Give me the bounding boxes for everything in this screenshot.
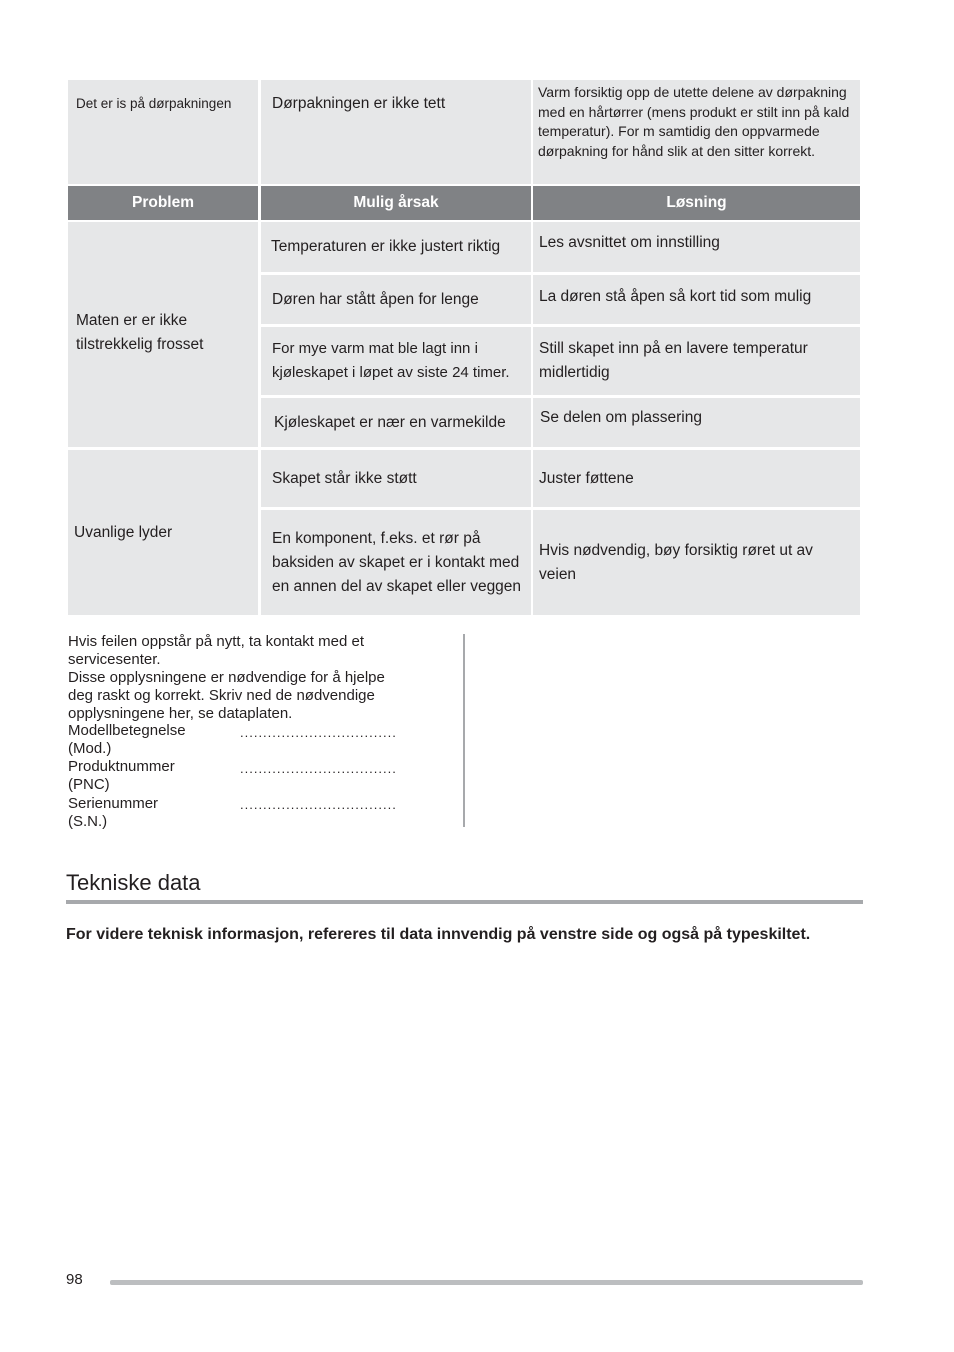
field-model-dots[interactable]: .................................. [240, 725, 397, 740]
top-row-solution [533, 80, 860, 184]
group-1-row-2-cause [261, 275, 531, 324]
header-solution [533, 186, 860, 220]
cell-text: Skapet står ikke støtt [272, 469, 417, 487]
section-divider [66, 900, 863, 904]
info-line-5: opplysningene her, se dataplaten. [68, 705, 293, 722]
field-pnc-dots[interactable]: .................................. [240, 761, 397, 776]
page-number: 98 [66, 1271, 83, 1288]
group-1-problem [68, 222, 258, 447]
group-1-row-4-solution [533, 398, 860, 447]
top-row-solution-text: Varm forsiktig opp de utette delene av dørpakning med en hårtørrer (mens produkt er stilt inn på kald temperatur). For m samtidig den oppvarmede dørpakning for hånd slik at den sitter korrekt. [538, 84, 850, 159]
field-serial-dots[interactable]: .................................. [240, 797, 397, 812]
group-1-row-1-cause [261, 222, 531, 272]
top-row-cause [261, 80, 531, 184]
group-2-problem [68, 450, 258, 615]
field-model-abbr: (Mod.) [68, 740, 112, 757]
cell-text: Døren har stått åpen for lenge [272, 290, 479, 308]
info-line-1: Hvis feilen oppstår på nytt, ta kontakt med et [68, 633, 364, 650]
cell-text: La døren stå åpen så kort tid som mulig [539, 288, 812, 305]
header-solution-label: Løsning [666, 194, 727, 211]
top-row-problem-text: Det er is på dørpakningen [76, 96, 232, 111]
cell-text: Les avsnittet om innstilling [539, 234, 720, 251]
group-2-row-2-cause [261, 510, 531, 615]
footer-divider [110, 1280, 863, 1285]
group-1-row-3-cause [261, 327, 531, 395]
header-cause [261, 186, 531, 220]
info-line-3: Disse opplysningene er nødvendige for å hjelpe [68, 669, 385, 686]
header-problem-label: Problem [131, 194, 194, 211]
section-text: For videre teknisk informasjon, refereres til data innvendig på venstre side og også på typeskiltet. [66, 926, 811, 943]
group-2-row-2-solution [533, 510, 860, 615]
group-1-row-2-solution [533, 275, 860, 324]
group-1-row-3-solution [533, 327, 860, 395]
cell-text: En komponent, f.eks. et rør på baksiden av skapet er i kontakt med en annen del av skapet eller veggen [272, 529, 522, 595]
cell-text: Juster føttene [539, 469, 634, 487]
group-2-row-1-solution [533, 450, 860, 507]
section-title: Tekniske data [66, 870, 201, 895]
cell-text: Hvis nødvendig, bøy forsiktig røret ut av veien [539, 541, 813, 583]
group-2-row-1-cause [261, 450, 531, 507]
info-line-2: servicesenter. [68, 651, 161, 668]
field-serial-label: Serienummer [68, 795, 159, 812]
field-model-label: Modellbetegnelse [68, 722, 186, 739]
group-1-row-1-solution [533, 222, 860, 272]
group-1-problem-text: Maten er er ikke tilstrekkelig frosset [76, 311, 204, 353]
top-row-problem [68, 80, 258, 184]
cell-text: Kjøleskapet er nær en varmekilde [274, 413, 506, 431]
cell-text: For mye varm mat ble lagt inn i kjøleskapet i løpet av siste 24 timer. [272, 340, 510, 381]
info-line-4: deg raskt og korrekt. Skriv ned de nødvendige [68, 687, 375, 704]
field-pnc-abbr: (PNC) [68, 776, 110, 793]
info-divider [463, 634, 465, 827]
header-problem [68, 186, 258, 220]
header-cause-label: Mulig årsak [353, 194, 439, 211]
group-2-problem-text: Uvanlige lyder [74, 523, 173, 541]
cell-text: Temperaturen er ikke justert riktig [271, 238, 501, 255]
top-row-cause-text: Dørpakningen er ikke tett [272, 95, 446, 112]
group-1-row-4-cause [261, 398, 531, 447]
cell-text: Still skapet inn på en lavere temperatur midlertidig [539, 340, 808, 381]
cell-text: Se delen om plassering [540, 409, 702, 426]
field-pnc-label: Produktnummer [68, 758, 175, 775]
field-serial-abbr: (S.N.) [68, 813, 108, 830]
